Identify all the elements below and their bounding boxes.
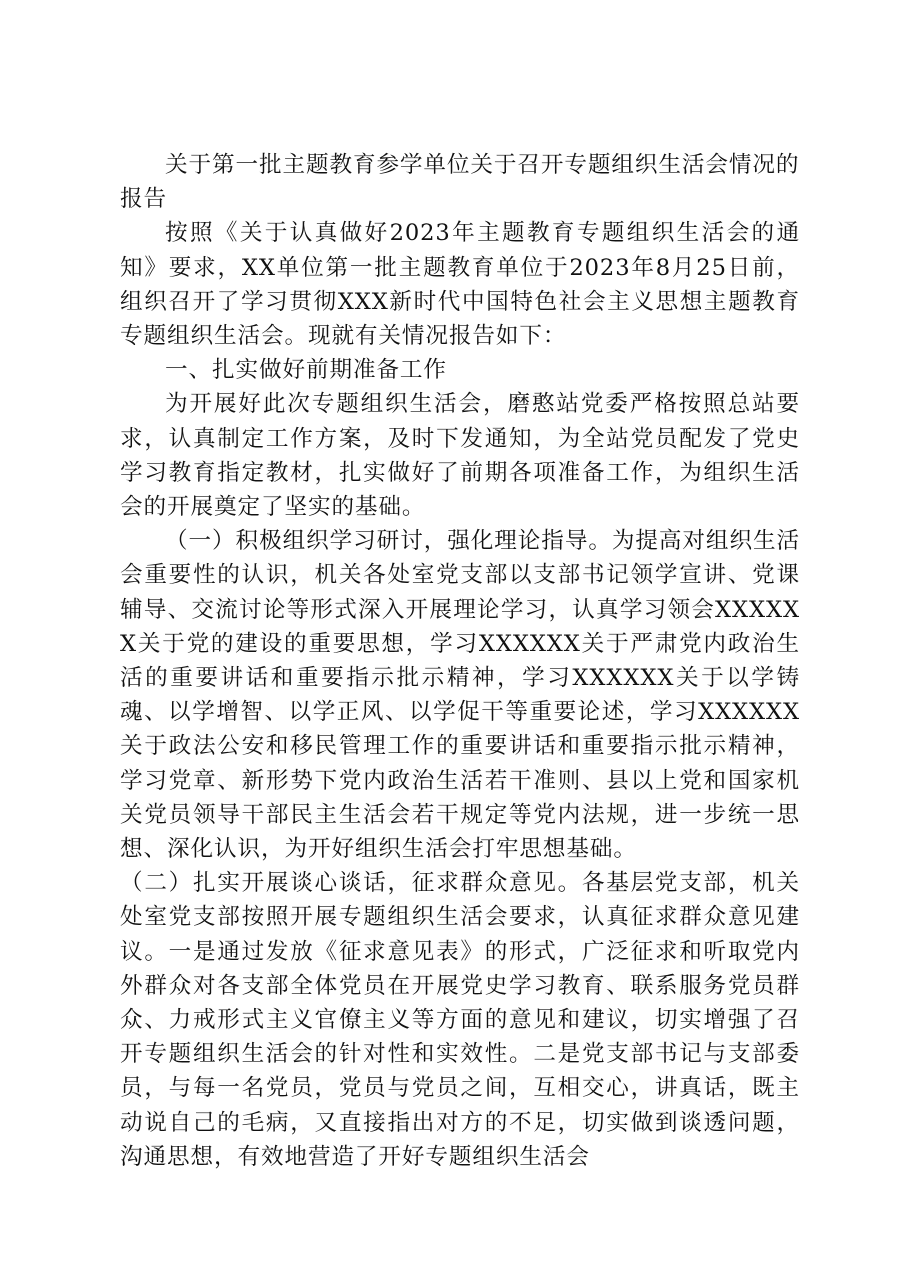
section-1-paragraph: 为开展好此次专题组织生活会，磨憨站党委严格按照总站要求，认真制定工作方案，及时下发通知，为全站党员配发了党史学习教育指定教材，扎实做好了前期各项准备工作，为组织生活会的开展奠定了坚实的基础。 bbox=[120, 391, 800, 521]
document-title: 关于第一批主题教育参学单位关于召开专题组织生活会情况的报告 bbox=[120, 152, 800, 213]
document-page bbox=[120, 148, 800, 1174]
subsection-1-paragraph: （一）积极组织学习研讨，强化理论指导。为提高对组织生活会重要性的认识，机关各处室党支部以支部书记领学宣讲、党课辅导、交流讨论等形式深入开展理论学习，认真学习领会XXXXXX关于党的建设的重要思想，学习XXXXXX关于严肃党内政治生活的重要讲话和重要指示批示精神，学习XXXXXX关于以学铸魂、以学增智、以学正风、以学促干等重要论述，学习XXXXXX关于政法公安和移民管理工作的重要讲话和重要指示批示精神，学习党章、新形势下党内政治生活若干准则、县以上党和国家机关党员领导干部民主生活会若干规定等党内法规，进一步统一思想、深化认识，为开好组织生活会打牢思想基础。 bbox=[120, 528, 800, 863]
section-heading-1: 一、扎实做好前期准备工作 bbox=[165, 357, 447, 384]
subsection-2-paragraph: （二）扎实开展谈心谈话，征求群众意见。各基层党支部，机关处室党支部按照开展专题组织生活会要求，认真征求群众意见建议。一是通过发放《征求意见表》的形式，广泛征求和听取党内外群众对各支部全体党员在开展党史学习教育、联系服务党员群众、力戒形式主义官僚主义等方面的意见和建议，切实增强了召开专题组织生活会的针对性和实效性。二是党支部书记与支部委员，与每一名党员，党员与党员之间，互相交心，讲真话，既主动说自己的毛病，又直接指出对方的不足，切实做到谈透问题，沟通思想，有效地营造了开好专题组织生活会 bbox=[120, 870, 800, 1170]
intro-paragraph: 按照《关于认真做好2023年主题教育专题组织生活会的通知》要求，XX单位第一批主题教育单位于2023年8月25日前，组织召开了学习贯彻XXX新时代中国特色社会主义思想主题教育专题组织生活会。现就有关情况报告如下： bbox=[120, 220, 800, 350]
